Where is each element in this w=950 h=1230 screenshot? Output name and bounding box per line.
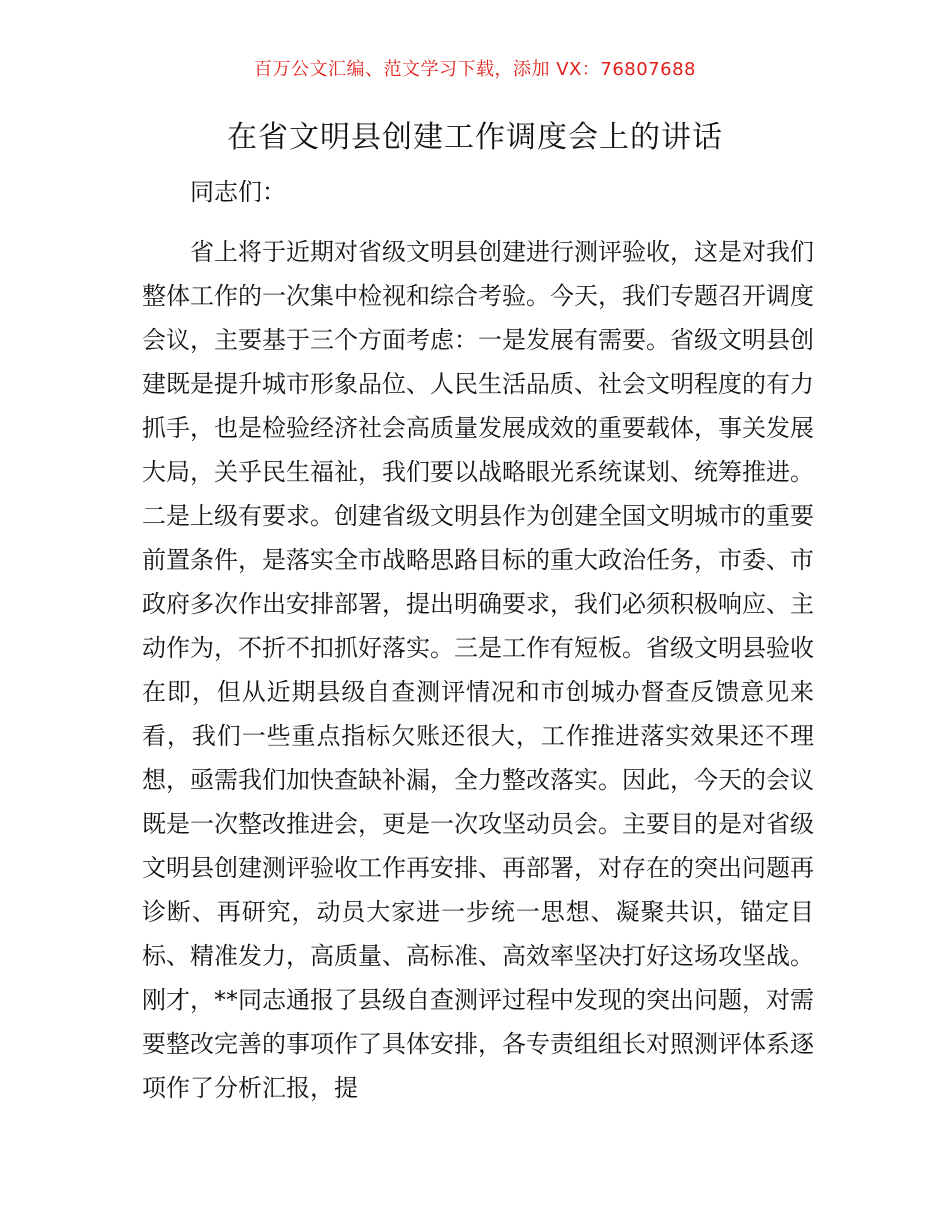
header-banner: 百万公文汇编、范文学习下载，添加 VX：76807688 xyxy=(254,59,696,80)
salutation: 同志们： xyxy=(190,178,286,206)
body-paragraph: 省上将于近期对省级文明县创建进行测评验收，这是对我们整体工作的一次集中检视和综合考验。今天，我们专题召开调度会议，主要基于三个方面考虑：一是发展有需要。省级文明县创建既是提升城市形象品位、人民生活品质、社会文明程度的有力抓手，也是检验经济社会高质量发展成效的重要载体，事关发展大局，关乎民生福祉，我们要以战略眼光系统谋划、统筹推进。二是上级有要求。创建省级文明县作为创建全国文明城市的重要前置条件，是落实全市战略思路目标的重大政治任务，市委、市政府多次作出安排部署，提出明确要求，我们必须积极响应、主动作为，不折不扣抓好落实。三是工作有短板。省级文明县验收在即，但从近期县级自查测评情况和市创城办督查反馈意见来看，我们一些重点指标欠账还很大，工作推进落实效果还不理想，亟需我们加快查缺补漏，全力整改落实。因此，今天的会议既是一次整改推进会，更是一次攻坚动员会。主要目的是对省级文明县创建测评验收工作再安排、再部署，对存在的突出问题再诊断、再研究，动员大家进一步统一思想、凝聚共识，锚定目标、精准发力，高质量、高标准、高效率坚决打好这场攻坚战。刚才，**同志通报了县级自查测评过程中发现的突出问题，对需要整改完善的事项作了具体安排，各专责组组长对照测评体系逐项作了分析汇报，提 xyxy=(142,238,814,1102)
document-title: 在省文明县创建工作调度会上的讲话 xyxy=(227,120,723,155)
